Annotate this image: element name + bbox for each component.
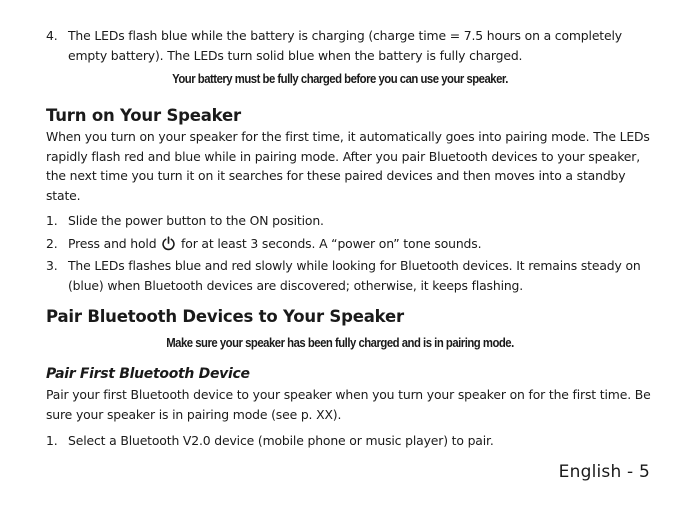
- list-item-text: Slide the power button to the ON position.: [68, 213, 324, 228]
- list-item: [46, 234, 651, 254]
- list-item-text-before: Press and hold: [68, 235, 157, 251]
- list-item: [46, 431, 651, 451]
- turn-on-steps: [46, 211, 651, 295]
- list-number: 2.: [46, 235, 58, 251]
- list-item: [46, 211, 651, 231]
- subsection-heading-pair-first: Pair First Bluetooth Device: [46, 366, 250, 382]
- list-item-text-after: for at least 3 seconds. A “power on” tone sounds.: [181, 235, 482, 251]
- list-item: [46, 256, 651, 295]
- list-item-text: The LEDs flashes blue and red slowly while looking for Bluetooth devices. It remains steady on (blue) when Bluetooth devices are discovered; otherwise, it keeps flashing.: [68, 258, 641, 293]
- turn-on-paragraph: When you turn on your speaker for the first time, it automatically goes into pairing mode. The LEDs rapidly flash red and blue while in pairing mode. After you pair Bluetooth devices to your speaker, the next time you turn it on it searches for these paired devices and then moves into a standby state.: [46, 129, 650, 203]
- section-heading-pair: Pair Bluetooth Devices to Your Speaker: [46, 307, 404, 326]
- list-number: 1.: [46, 433, 58, 448]
- charge-note: Your battery must be fully charged before you can use your speaker.: [172, 72, 508, 86]
- list-number: 4.: [46, 28, 58, 43]
- power-icon: [161, 236, 176, 251]
- list-number: 3.: [46, 258, 58, 273]
- list-number: 1.: [46, 213, 58, 228]
- page-footer: English - 5: [558, 462, 650, 482]
- list-item-text: Select a Bluetooth V2.0 device (mobile phone or music player) to pair.: [68, 433, 494, 448]
- charging-steps: [46, 26, 651, 65]
- pair-note: Make sure your speaker has been fully charged and is in pairing mode.: [166, 336, 514, 350]
- list-item: [46, 26, 651, 65]
- section-heading-turn-on: Turn on Your Speaker: [46, 106, 241, 125]
- list-item-text: The LEDs flash blue while the battery is charging (charge time = 7.5 hours on a completely empty battery). The LEDs turn solid blue when the battery is fully charged.: [68, 28, 622, 63]
- pair-first-paragraph: Pair your first Bluetooth device to your speaker when you turn your speaker on for the first time. Be sure your speaker is in pairing mode (see p. XX).: [46, 387, 651, 422]
- pair-steps: [46, 431, 651, 451]
